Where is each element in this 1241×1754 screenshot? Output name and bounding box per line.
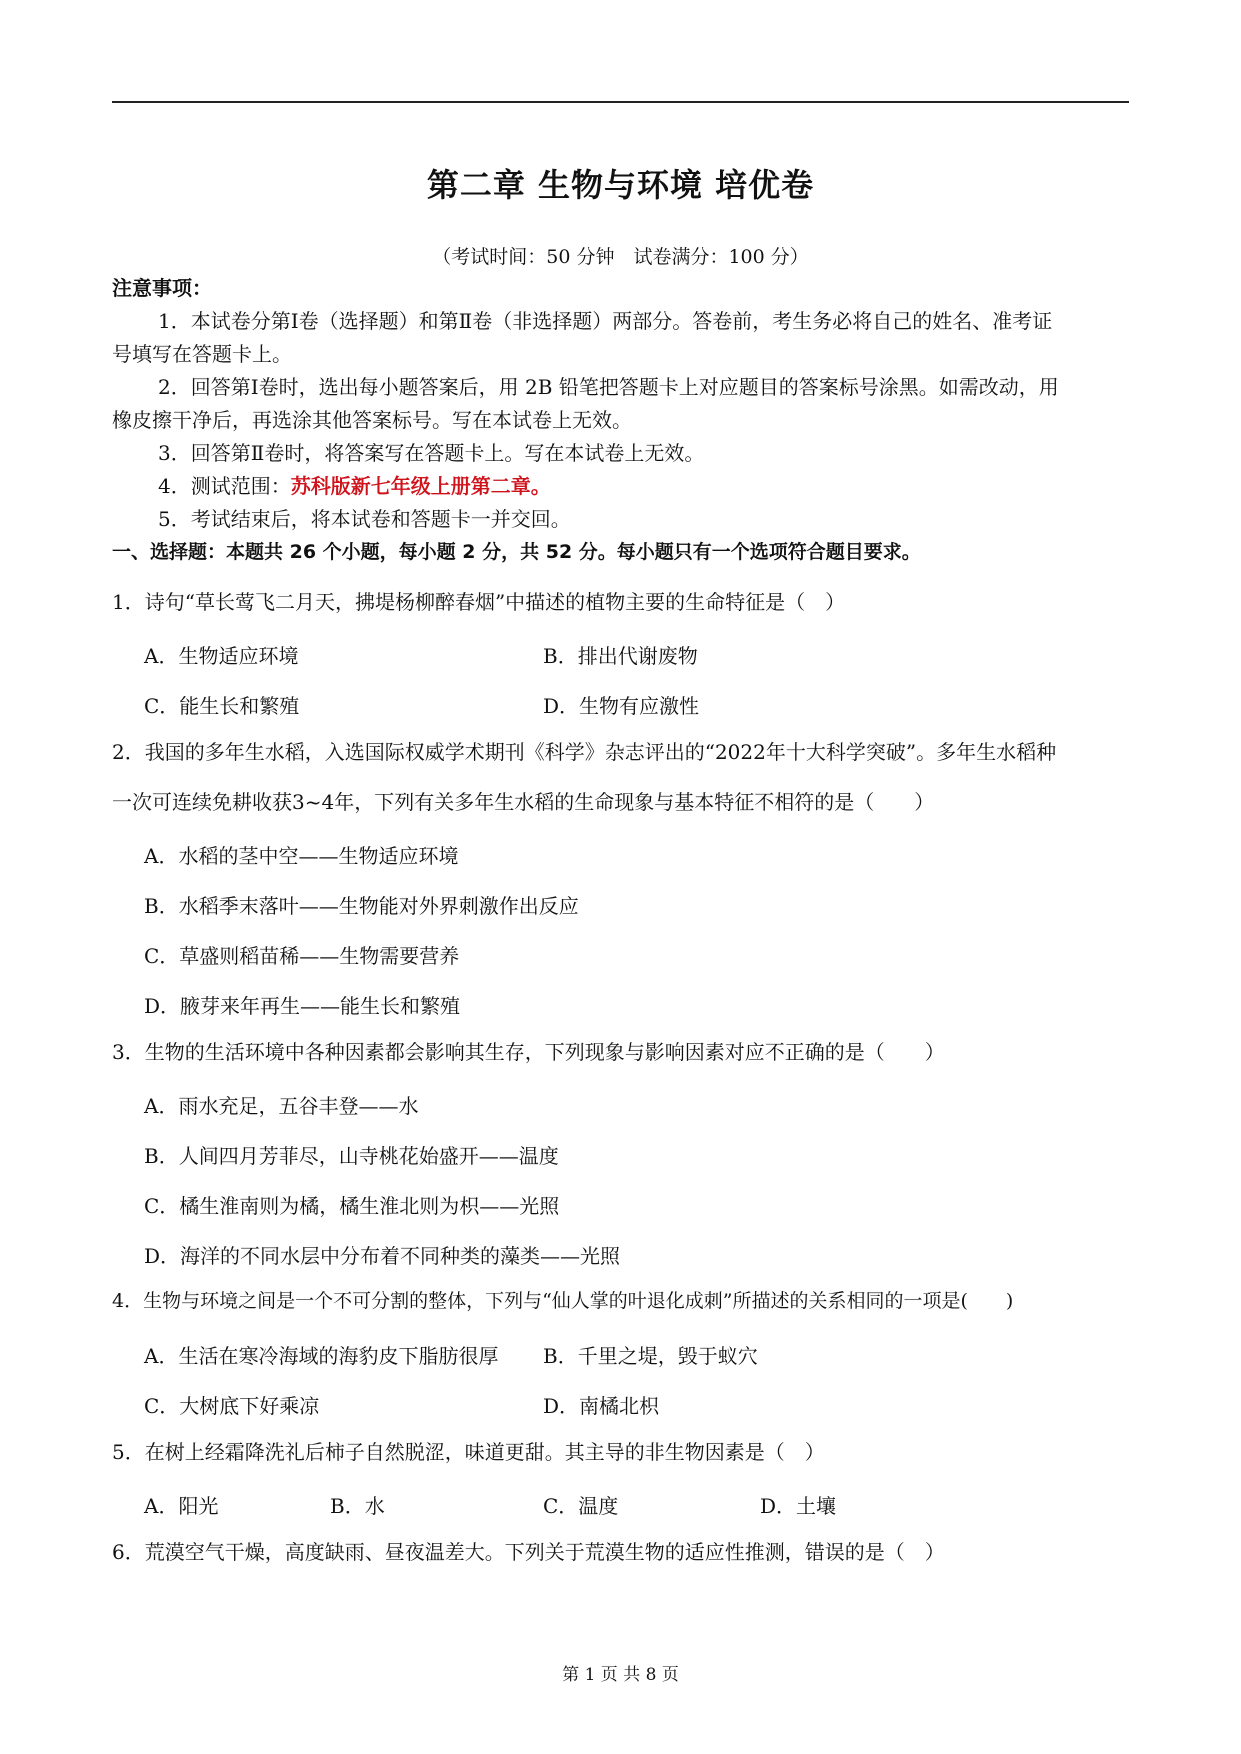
question-3-option-a: A．雨水充足，五谷丰登——水 [144,1094,419,1118]
question-6-stem: 6．荒漠空气干燥，高度缺雨、昼夜温差大。下列关于荒漠生物的适应性推测，错误的是（ ） [112,1540,945,1564]
section-heading: 一、选择题：本题共 26 个小题，每小题 2 分，共 52 分。每小题只有一个选项符合题目要求。 [112,541,921,563]
question-1-option-b: B．排出代谢废物 [543,644,698,668]
notice-item-2-cont: 橡皮擦干净后，再选涂其他答案标号。写在本试卷上无效。 [112,408,632,432]
question-4-option-c: C．大树底下好乘凉 [144,1394,320,1418]
question-1-option-a: A．生物适应环境 [144,644,299,668]
question-5-option-d: D．土壤 [760,1494,837,1518]
question-4-stem: 4．生物与环境之间是一个不可分割的整体，下列与“仙人掌的叶退化成刺”所描述的关系相同的一项是( ) [112,1290,1014,1312]
page-number: 第 1 页 共 8 页 [562,1665,679,1685]
question-3-option-b: B．人间四月芳菲尽，山寺桃花始盛开——温度 [144,1144,559,1168]
notice-item-2: 2．回答第Ⅰ卷时，选出每小题答案后，用 2B 铅笔把答题卡上对应题目的答案标号涂黑。如需改动，用 [158,375,1059,399]
question-2-option-a: A．水稻的茎中空——生物适应环境 [144,844,459,868]
question-3-option-c: C．橘生淮南则为橘，橘生淮北则为枳——光照 [144,1194,560,1218]
notice-heading: 注意事项： [112,276,212,300]
question-5-option-a: A．阳光 [144,1494,219,1518]
test-range: 苏科版新七年级上册第二章。 [290,474,551,498]
question-5-option-c: C．温度 [543,1494,619,1518]
question-4-option-a: A．生活在寒冷海域的海豹皮下脂肪很厚 [144,1344,499,1368]
notice-item-1-cont: 号填写在答题卡上。 [112,342,292,366]
exam-info: （考试时间：50 分钟 试卷满分：100 分） [432,246,809,268]
notice-item-3: 3．回答第Ⅱ卷时，将答案写在答题卡上。写在本试卷上无效。 [158,441,705,465]
question-3-option-d: D．海洋的不同水层中分布着不同种类的藻类——光照 [144,1244,621,1268]
question-2-stem-cont: 一次可连续免耕收获3~4年，下列有关多年生水稻的生命现象与基本特征不相符的是（ ） [112,790,935,814]
question-4-option-d: D．南橘北枳 [543,1394,660,1418]
header-rule [112,101,1129,103]
question-5-stem: 5．在树上经霜降洗礼后柿子自然脱涩，味道更甜。其主导的非生物因素是（ ） [112,1440,825,1464]
question-1-option-c: C．能生长和繁殖 [144,694,300,718]
question-2-stem: 2．我国的多年生水稻，入选国际权威学术期刊《科学》杂志评出的“2022年十大科学突破”。多年生水稻种 [112,740,1057,764]
question-3-stem: 3．生物的生活环境中各种因素都会影响其生存，下列现象与影响因素对应不正确的是（ ） [112,1040,945,1064]
question-5-option-b: B．水 [330,1494,385,1518]
question-2-option-c: C．草盛则稻苗稀——生物需要营养 [144,944,460,968]
page-title: 第二章 生物与环境 培优卷 [426,166,815,204]
notice-item-4 [158,474,551,498]
question-2-option-b: B．水稻季末落叶——生物能对外界刺激作出反应 [144,894,579,918]
question-4-option-b: B．千里之堤，毁于蚁穴 [543,1344,758,1368]
notice-item-5: 5．考试结束后，将本试卷和答题卡一并交回。 [158,507,571,531]
question-2-option-d: D．腋芽来年再生——能生长和繁殖 [144,994,461,1018]
question-1-stem: 1．诗句“草长莺飞二月天，拂堤杨柳醉春烟”中描述的植物主要的生命特征是（ ） [112,590,846,614]
notice-item-1: 1．本试卷分第Ⅰ卷（选择题）和第Ⅱ卷（非选择题）两部分。答卷前，考生务必将自己的姓名、准考证 [158,309,1053,333]
notice-item-4-label: 4．测试范围： [158,474,291,498]
question-1-option-d: D．生物有应激性 [543,694,700,718]
